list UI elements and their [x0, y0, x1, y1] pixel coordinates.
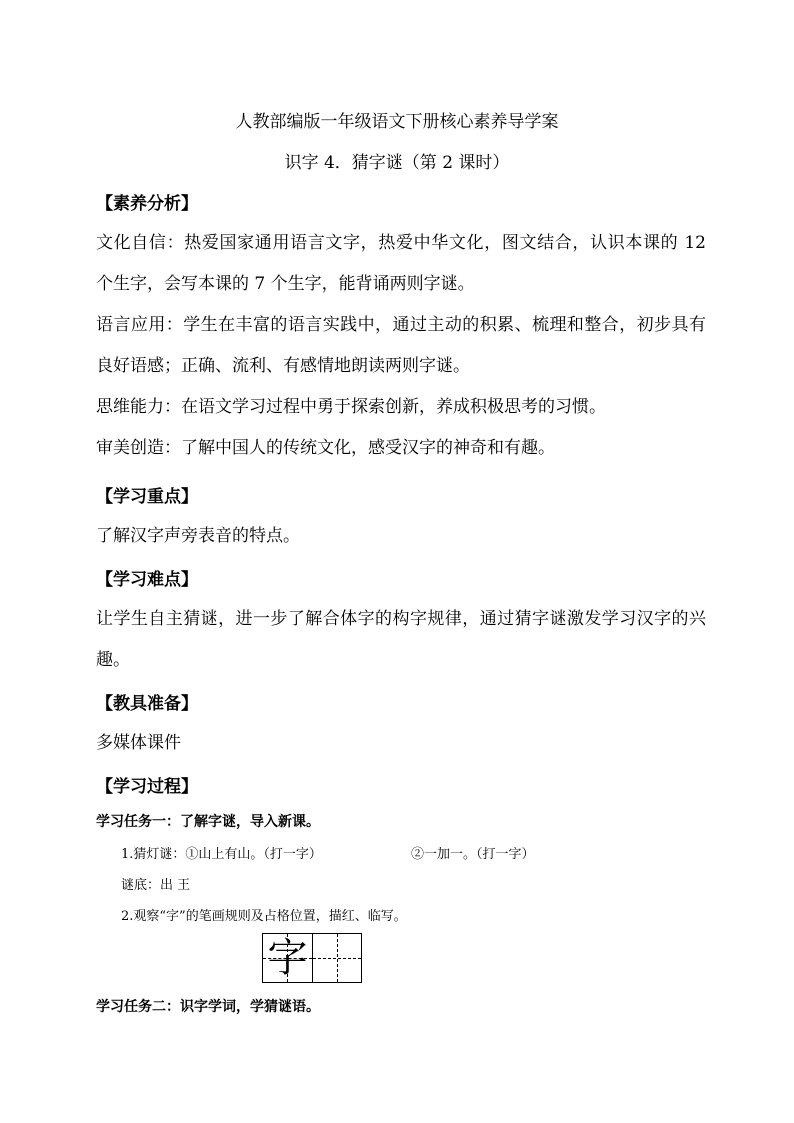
grid-cell-example: [263, 934, 312, 982]
heading-key-points: 【学习重点】: [96, 487, 198, 507]
paragraph-cultural-confidence: 文化自信：热爱国家通用语言文字，热爱中华文化，图文结合，认识本课的 12 个生字，会写本课的 7 个生字，能背诵两则字谜。: [96, 233, 706, 294]
document-title: 人教部编版一年级语文下册核心素养导学案: [235, 112, 559, 132]
tian-zi-grid: [262, 933, 362, 983]
paragraph-thinking-ability: 思维能力：在语文学习过程中勇于探索创新，养成积极思考的习惯。: [96, 397, 606, 417]
observe-instruction: 2.观察“字”的笔画规则及占格位置，描红、临写。: [121, 909, 407, 924]
paragraph-key-points: 了解汉字声旁表音的特点。: [96, 526, 300, 546]
paragraph-difficulties: 让学生自主猜谜，进一步了解合体字的构字规律，通过猜字谜激发学习汉字的兴趣。: [96, 609, 706, 670]
grid-guide-vertical: [337, 934, 338, 982]
heading-literacy-analysis: 【素养分析】: [96, 194, 198, 214]
task-two-title: 学习任务二：识字学词，学猜谜语。: [96, 999, 320, 1015]
paragraph-language-use: 语言应用：学生在丰富的语言实践中，通过主动的积累、梳理和整合，初步具有良好语感；正确、流利、有感情地朗读两则字谜。: [96, 315, 706, 376]
grid-cell-practice[interactable]: [312, 934, 361, 982]
lesson-subtitle: 识字 4．猜字谜（第 2 课时）: [284, 153, 510, 173]
riddle-two: ②一加一。（打一字）: [411, 847, 535, 862]
grid-example-character: 字: [267, 935, 308, 981]
paragraph-materials: 多媒体课件: [96, 733, 181, 753]
riddle-one: 1.猜灯谜：①山上有山。（打一字）: [121, 847, 322, 862]
task-one-title: 学习任务一：了解字谜，导入新课。: [96, 814, 320, 830]
riddle-answer: 谜底：出 王: [121, 878, 191, 893]
heading-difficulties: 【学习难点】: [96, 570, 198, 590]
heading-materials: 【教具准备】: [96, 694, 198, 714]
paragraph-aesthetic-creation: 审美创造：了解中国人的传统文化，感受汉字的神奇和有趣。: [96, 438, 555, 458]
heading-learning-process: 【学习过程】: [96, 777, 198, 797]
